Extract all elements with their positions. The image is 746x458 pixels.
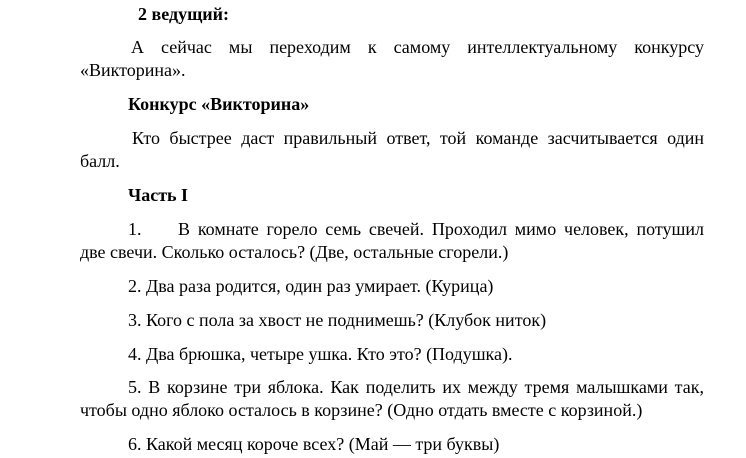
- question-1-line-1: В комнате горело семь свечей. Проходил мимо человек, потушил: [178, 219, 704, 239]
- question-2: 2. Два раза родится, один раз умирает. (Курица): [128, 276, 494, 296]
- part-title: Часть I: [128, 185, 189, 205]
- intro-paragraph-line-2: «Викторина».: [80, 60, 186, 80]
- rules-paragraph-line-1: Кто быстрее даст правильный ответ, той команде засчитывается один: [132, 128, 704, 148]
- host-heading: 2 ведущий:: [138, 4, 230, 24]
- rules-paragraph-line-2: балл.: [80, 151, 120, 171]
- intro-paragraph-line-1: А сейчас мы переходим к самому интеллектуальному конкурсу: [131, 37, 704, 57]
- question-1-line-2: две свечи. Сколько осталось? (Две, остальные сгорели.): [80, 242, 509, 262]
- question-4: 4. Два брюшка, четыре ушка. Кто это? (Подушка).: [128, 344, 513, 364]
- question-5-line-1: 5. В корзине три яблока. Как поделить их между тремя малышками так,: [128, 377, 704, 397]
- question-6: 6. Какой месяц короче всех? (Май — три буквы): [128, 434, 500, 454]
- question-1-number: 1.: [128, 219, 142, 239]
- question-5-line-2: чтобы одно яблоко осталось в корзине? (Одно отдать вместе с корзиной.): [80, 400, 643, 420]
- question-3: 3. Кого с пола за хвост не поднимешь? (Клубок ниток): [128, 310, 547, 330]
- contest-title: Конкурс «Викторина»: [128, 94, 310, 114]
